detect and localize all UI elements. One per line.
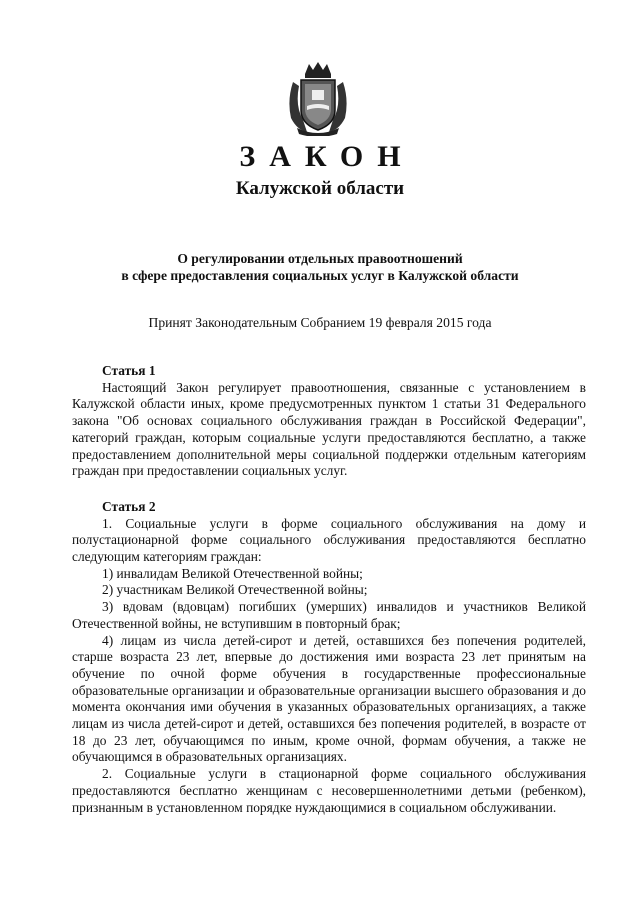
article-2-paragraph: 1) инвалидам Великой Отечественной войны;	[102, 565, 363, 581]
article-2-paragraph: 4) лицам из числа детей-сирот и детей, оставшихся без попечения родителей, старше возраста 23 лет, впервые до достижения ими возраста 23 лет принятым на обучение по очной форме обучения в государственные профессиональные образовательные организации и образовательные организации высшего образования и до момента окончания ими обучения в указанных образовательных организациях, а также лицам из числа детей-сирот и детей, оставшихся без попечения родителей, в возрасте от 18 до 23 лет, обучающимся по иным, кроме очной, формам обучения, а также не обучающимся в образовательных организациях.	[72, 632, 586, 765]
adoption-date: Принят Законодательным Собранием 19 февраля 2015 года	[148, 315, 492, 330]
law-subject-line-2: в сфере предоставления социальных услуг в Калужской области	[121, 268, 519, 283]
region-name: Калужской области	[235, 178, 405, 199]
article-2-heading: Статья 2	[102, 498, 156, 514]
article-2-paragraph: 2) участникам Великой Отечественной войны;	[102, 582, 368, 598]
article-2-paragraph: 3) вдовам (вдовцам) погибших (умерших) инвалидов и участников Великой Отечественной войны, не вступившим в повторный брак;	[72, 599, 586, 631]
article-1-text: Настоящий Закон регулирует правоотношения, связанные с установлением в Калужской области иных, кроме предусмотренных пунктом 1 статьи 31 Федерального закона "Об основах социального обслуживания граждан в Российской Федерации", категорий граждан, которым социальные услуги предоставляются бесплатно, а также предоставлением дополнительной меры социальной поддержки отдельным категориям граждан при предоставлении социальных услуг.	[72, 379, 586, 479]
article-2-paragraph: 2. Социальные услуги в стационарной форме социального обслуживания предоставляются бесплатно женщинам с несовершеннолетними детьми (ребенком), признанным в установленном порядке нуждающимися в социальном обслуживании.	[72, 766, 586, 815]
article-1-heading: Статья 1	[102, 363, 156, 378]
law-subject	[0, 250, 640, 284]
coat-of-arms-icon	[283, 60, 353, 136]
law-subject-line-1: О регулировании отдельных правоотношений	[177, 251, 463, 266]
document-title: ЗАКОН	[239, 140, 415, 173]
article-2-paragraph: 1. Социальные услуги в форме социального обслуживания на дому и полустационарной форме социального обслуживания предоставляются бесплатно следующим категориям граждан:	[72, 515, 586, 565]
law-body	[72, 363, 586, 816]
